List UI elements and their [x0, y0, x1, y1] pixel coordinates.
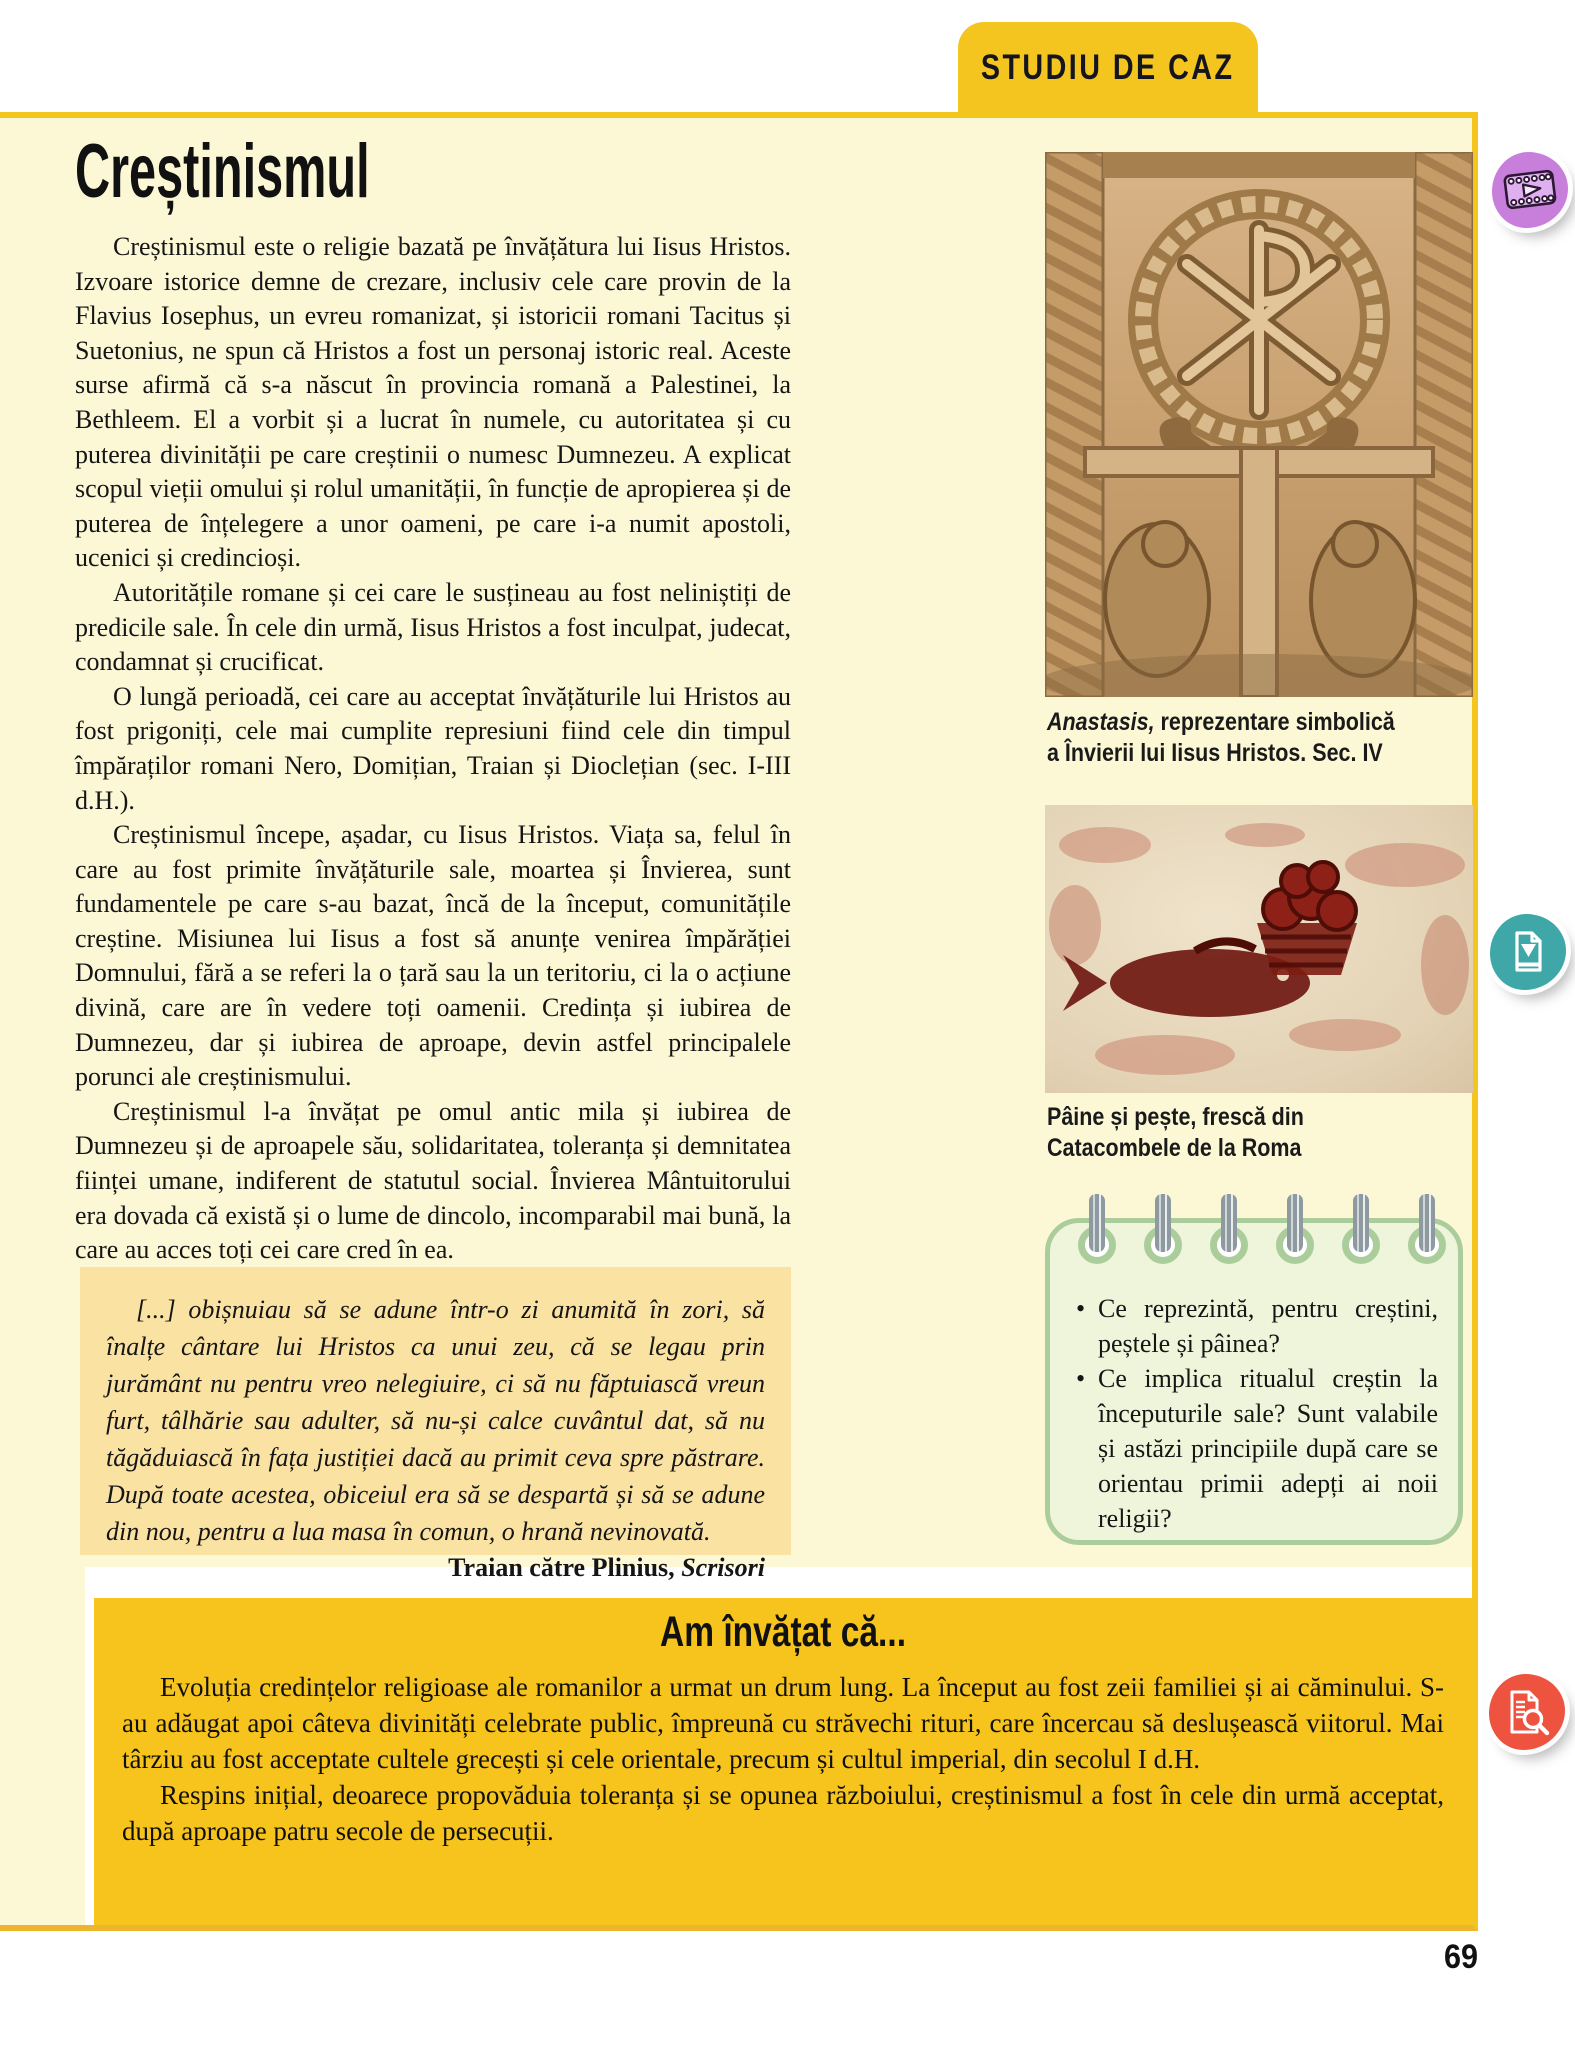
question-item: • Ce implica ritualul creștin la începuturile sale? Sunt valabile și astăzi principiile după care se orientau primii adepți ai noii religii?: [1072, 1361, 1438, 1536]
download-document-icon[interactable]: [1490, 914, 1566, 990]
bread-fish-fresco-art: [1045, 805, 1473, 1093]
questions-list: [1050, 1223, 1458, 1536]
spiral-wire: [1221, 1194, 1237, 1252]
bread-fish-fresco-image: [1045, 805, 1473, 1093]
anastasis-relief-image: [1045, 152, 1473, 697]
article-paragraph: Creștinismul începe, așadar, cu Iisus Hristos. Viața sa, felul în care au fost primite învățăturile sale, moartea și Învierea, sunt fundamentele pe care s-au bazat, încă de la început, comunitățile creștine. Misiunea lui Iisus a fost să anunțe venirea împărăției Domnului, fără a se referi la o țară sau la un teritoriu, ci la o acțiune divină, care are în vedere toți oamenii. Credința și iubirea de Dumnezeu, dar și iubirea de aproape, devin astfel principalele porunci ale creștinismului.: [75, 820, 791, 1092]
anastasis-caption-title: Anastasis,: [1047, 708, 1155, 736]
article-paragraph: O lungă perioadă, cei care au acceptat învățăturile lui Hristos au fost prigoniți, cele mai cumplite represiuni fiind cele din timpul împăraților romani Nero, Domițian, Traian și Dioclețian (sec. I-III d.H.).: [75, 681, 791, 815]
spiral-wire: [1287, 1194, 1303, 1252]
anastasis-relief-art: [1045, 152, 1473, 697]
question-item: • Ce reprezintă, pentru creștini, peștele și pâinea?: [1072, 1291, 1438, 1361]
document-search-glyph: [1502, 1687, 1552, 1737]
quote-text: [...] obișnuiau să se adune într-o zi anumită în zori, să înalțe cântare lui Hristos ca unui zeu, că se legau prin jurământ nu pentru vreo nelegiuire, ci să nu făptuiască vreun furt, tâlhărie sau adulter, să nu-și calce cuvântul dat, să nu tăgăduiască în fața justiției dacă au primit ceva spre păstrare. După toate acestea, obiceiul era să se despartă și să se adune din nou, pentru a lua masa în comun, o hrană nevinovată.: [106, 1295, 765, 1546]
learned-box-gap-left: [85, 1567, 94, 1925]
video-player-icon[interactable]: [1492, 152, 1568, 228]
learned-paragraph: Evoluția credințelor religioase ale romanilor a urmat un drum lung. La început au fost zeii familiei și ai căminului. S-au adăugat apoi câteva divinități celebrate public, împreună cu străvechi rituri, care încercau să deslușească viitorul. Mai târziu au fost acceptate cultele grecești și cele orientale, precum și cultul imperial, din secolul I d.H.: [122, 1672, 1444, 1774]
source-quote-box: [80, 1267, 791, 1582]
anastasis-caption: Anastasis, reprezentare simbolică a Învierii lui Iisus Hristos. Sec. IV: [1047, 708, 1395, 767]
article-paragraph: Creștinismul l-a învățat pe omul antic mila și iubirea de Dumnezeu și de aproapele său, solidaritatea, toleranța și demnitatea ființei umane, indiferent de statutul social. Învierea Mântuitorului era dovada că există și o lume de dincolo, incomparabil mai bună, la care au acces toți cei care cred în ea.: [75, 1096, 791, 1265]
case-study-tab: [958, 22, 1258, 114]
quote-attribution-name: Traian către Plinius,: [448, 1553, 675, 1582]
spiral-wire: [1089, 1194, 1105, 1252]
spiral-wire: [1155, 1194, 1171, 1252]
learned-box-title: Am învățat că...: [659, 1608, 907, 1656]
learned-paragraph: Respins inițial, deoarece propovăduia toleranța și se opunea războiului, creștinismul a fost în cele din urmă acceptat, după aproape patru secole de persecuții.: [122, 1780, 1444, 1846]
case-study-tab-label: STUDIU DE CAZ: [981, 48, 1235, 87]
article-paragraph: Autoritățile romane și cei care le susțineau au fost neliniștiți de predicile sale. În cele din urmă, Iisus Hristos a fost inculpat, judecat, condamnat și crucificat.: [75, 577, 791, 677]
fresco-caption: Pâine și pește, frescă din Catacombele de la Roma: [1047, 1103, 1304, 1162]
video-player-glyph: [1500, 160, 1560, 220]
page-title: Creștinismul: [75, 129, 370, 214]
spiral-wire: [1353, 1194, 1369, 1252]
spiral-wire: [1419, 1194, 1435, 1252]
article-column: [75, 129, 791, 1268]
quote-attribution-work: Scrisori: [681, 1553, 765, 1582]
page-number: 69: [1443, 1938, 1478, 1976]
document-search-icon[interactable]: [1489, 1674, 1565, 1750]
quote-attribution: [106, 1553, 765, 1583]
learned-box: [94, 1598, 1472, 1925]
article-paragraph: Creștinismul este o religie bazată pe învățătura lui Iisus Hristos. Izvoare istorice demne de crezare, inclusiv cele care provin de la Flavius Iosephus, un evreu romanizat, și istoricii romani Tacitus și Suetonius, ne spun că Hristos a fost un personaj istoric real. Aceste surse afirmă că s-a născut în provincia romană a Palestinei, la Bethleem. El a vorbit și a lucrat în numele, cu autoritatea și cu puterea divinității pe care creștinii o numesc Dumnezeu. A explicat scopul vieții omului și rolul umanității, în funcție de apropierea și de puterea de înțelegere a unor oameni, pe care i-a numit apostoli, ucenici și credincioși.: [75, 232, 791, 573]
download-document-glyph: [1503, 927, 1553, 977]
questions-notebox: [1045, 1218, 1463, 1545]
